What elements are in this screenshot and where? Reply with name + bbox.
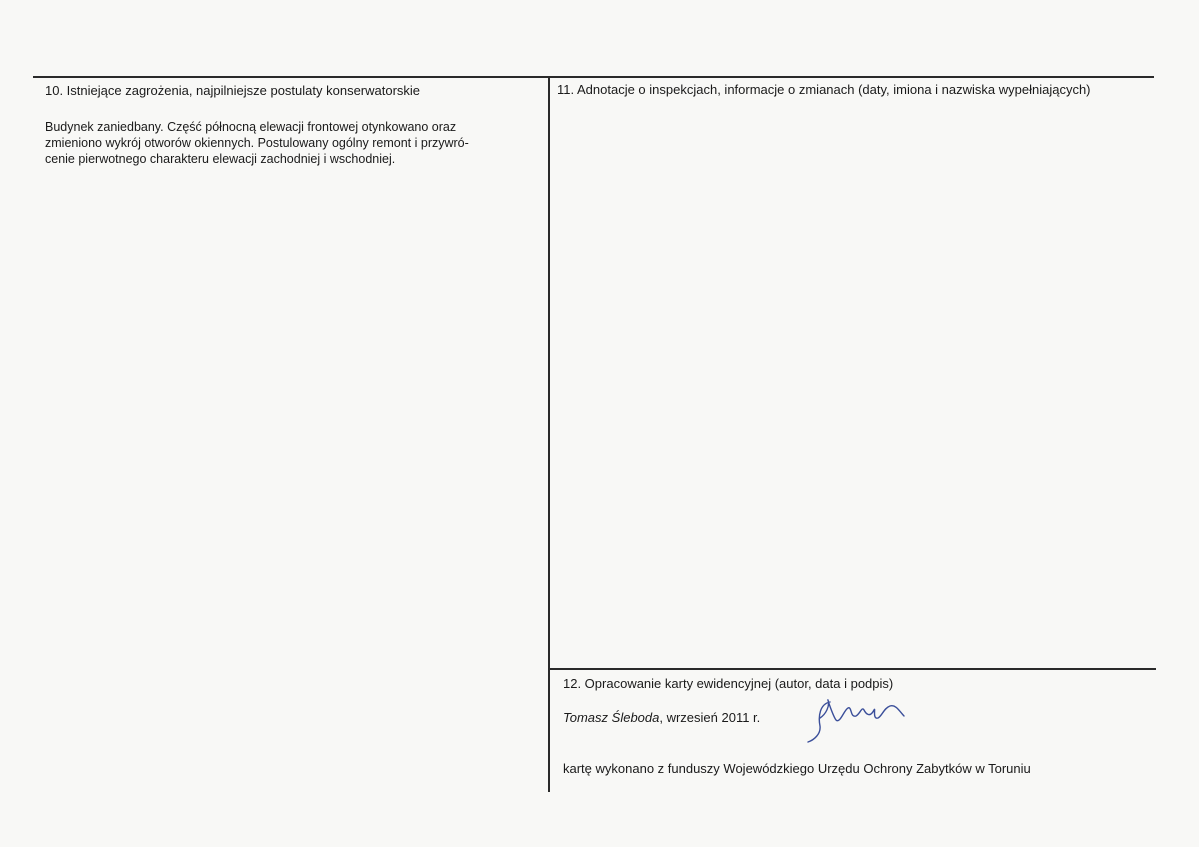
top-rule [33,76,1154,78]
section12-rule [549,668,1156,670]
section12-title: 12. Opracowanie karty ewidencyjnej (autor, data i podpis) [563,676,894,691]
section10-line: zmieniono wykrój otworów okiennych. Postulowany ogólny remont i przywró- [45,136,469,150]
section10-title: 10. Istniejące zagrożenia, najpilniejsze postulaty konserwatorskie [45,83,421,98]
column-divider [548,76,550,792]
section10-line: Budynek zaniedbany. Część północną elewacji frontowej otynkowano oraz [45,120,457,134]
section10-line: cenie pierwotnego charakteru elewacji zachodniej i wschodniej. [45,152,396,166]
author-line [563,710,760,726]
author-date: , wrzesień 2011 r. [659,710,761,725]
section10-body [45,119,469,167]
author-name: Tomasz Śleboda [563,710,660,725]
signature [800,696,910,746]
section11-title: 11. Adnotacje o inspekcjach, informacje o zmianach (daty, imiona i nazwiska wypełniających) [557,82,1091,97]
funding-note: kartę wykonano z funduszy Wojewódzkiego Urzędu Ochrony Zabytków w Toruniu [563,761,1031,776]
